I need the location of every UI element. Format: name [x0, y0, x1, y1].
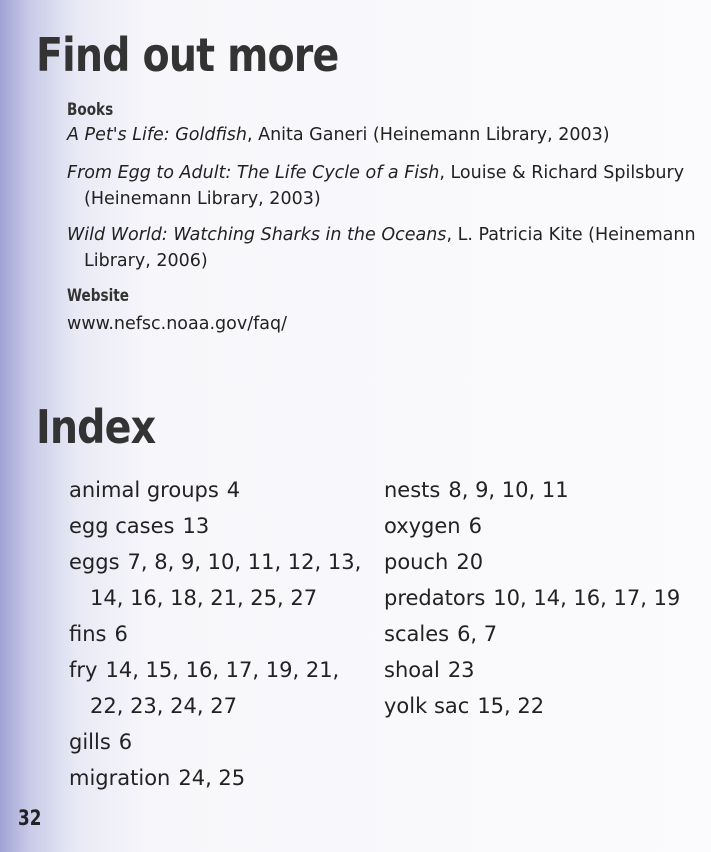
book-title: Wild World: Watching Sharks in the Oceans: [67, 225, 447, 245]
index-term: predators: [384, 586, 486, 610]
index-entry: [384, 688, 684, 724]
index-pages: 10, 14, 16, 17, 19: [493, 586, 681, 610]
index-term: egg cases: [69, 514, 175, 538]
index-term: gills: [69, 730, 111, 754]
book-details: , Louise & Richard Spilsbury (Heinemann Library, 2003): [84, 163, 685, 209]
index-pages: 6: [118, 730, 133, 754]
website-url: www.nefsc.noaa.gov/faq/: [67, 314, 287, 334]
index-entry: [384, 508, 684, 544]
index-term: shoal: [384, 658, 440, 682]
index-pages: 7, 8, 9, 10, 11, 12, 13, 14, 16, 18, 21, 25, 27: [90, 550, 362, 610]
index-term: fins: [69, 622, 107, 646]
index-pages: 15, 22: [477, 694, 545, 718]
index-pages: 24, 25: [178, 766, 246, 790]
index-term: eggs: [69, 550, 120, 574]
index-term: migration: [69, 766, 171, 790]
index-pages: 4: [226, 478, 241, 502]
index-pages: 14, 15, 16, 17, 19, 21, 22, 23, 24, 27: [90, 658, 340, 718]
index-pages: 6: [114, 622, 128, 646]
index-entry: [69, 544, 369, 616]
book-details: , L. Patricia Kite (Heinemann Library, 2006): [84, 225, 696, 271]
index-term: fry: [69, 658, 98, 682]
index-term: oxygen: [384, 514, 461, 538]
page-number: 32: [18, 806, 42, 830]
book-title: From Egg to Adult: The Life Cycle of a Fish: [67, 163, 440, 183]
book-entry: [67, 222, 699, 274]
index-left-column: [69, 472, 369, 796]
index-term: yolk sac: [384, 694, 470, 718]
index-entry: [384, 544, 684, 580]
index-entry: [384, 580, 684, 616]
index-term: animal groups: [69, 478, 219, 502]
book-entry: [67, 122, 699, 148]
index-entry: [69, 616, 369, 652]
index-entry: [384, 652, 684, 688]
index-term: pouch: [384, 550, 449, 574]
index-entry: [69, 472, 369, 508]
book-details: , Anita Ganeri (Heinemann Library, 2003): [246, 125, 610, 145]
index-heading: Index: [36, 400, 156, 454]
index-entry: [384, 472, 684, 508]
book-title: A Pet's Life: Goldfish: [67, 125, 247, 145]
index-entry: [384, 616, 684, 652]
index-pages: 23: [447, 658, 475, 682]
index-pages: 6: [468, 514, 482, 538]
index-term: scales: [384, 622, 450, 646]
index-pages: 13: [182, 514, 210, 538]
index-term: nests: [384, 478, 441, 502]
find-out-more-heading: Find out more: [36, 28, 339, 82]
book-entry: [67, 160, 699, 212]
index-entry: [69, 760, 369, 796]
index-pages: 8, 9, 10, 11: [448, 478, 569, 502]
index-entry: [69, 652, 369, 724]
books-subheading: Books: [67, 100, 114, 120]
index-pages: 20: [456, 550, 484, 574]
website-subheading: Website: [67, 286, 129, 306]
index-entry: [69, 508, 369, 544]
index-entry: [69, 724, 369, 760]
index-pages: 6, 7: [457, 622, 498, 646]
index-right-column: [384, 472, 684, 724]
